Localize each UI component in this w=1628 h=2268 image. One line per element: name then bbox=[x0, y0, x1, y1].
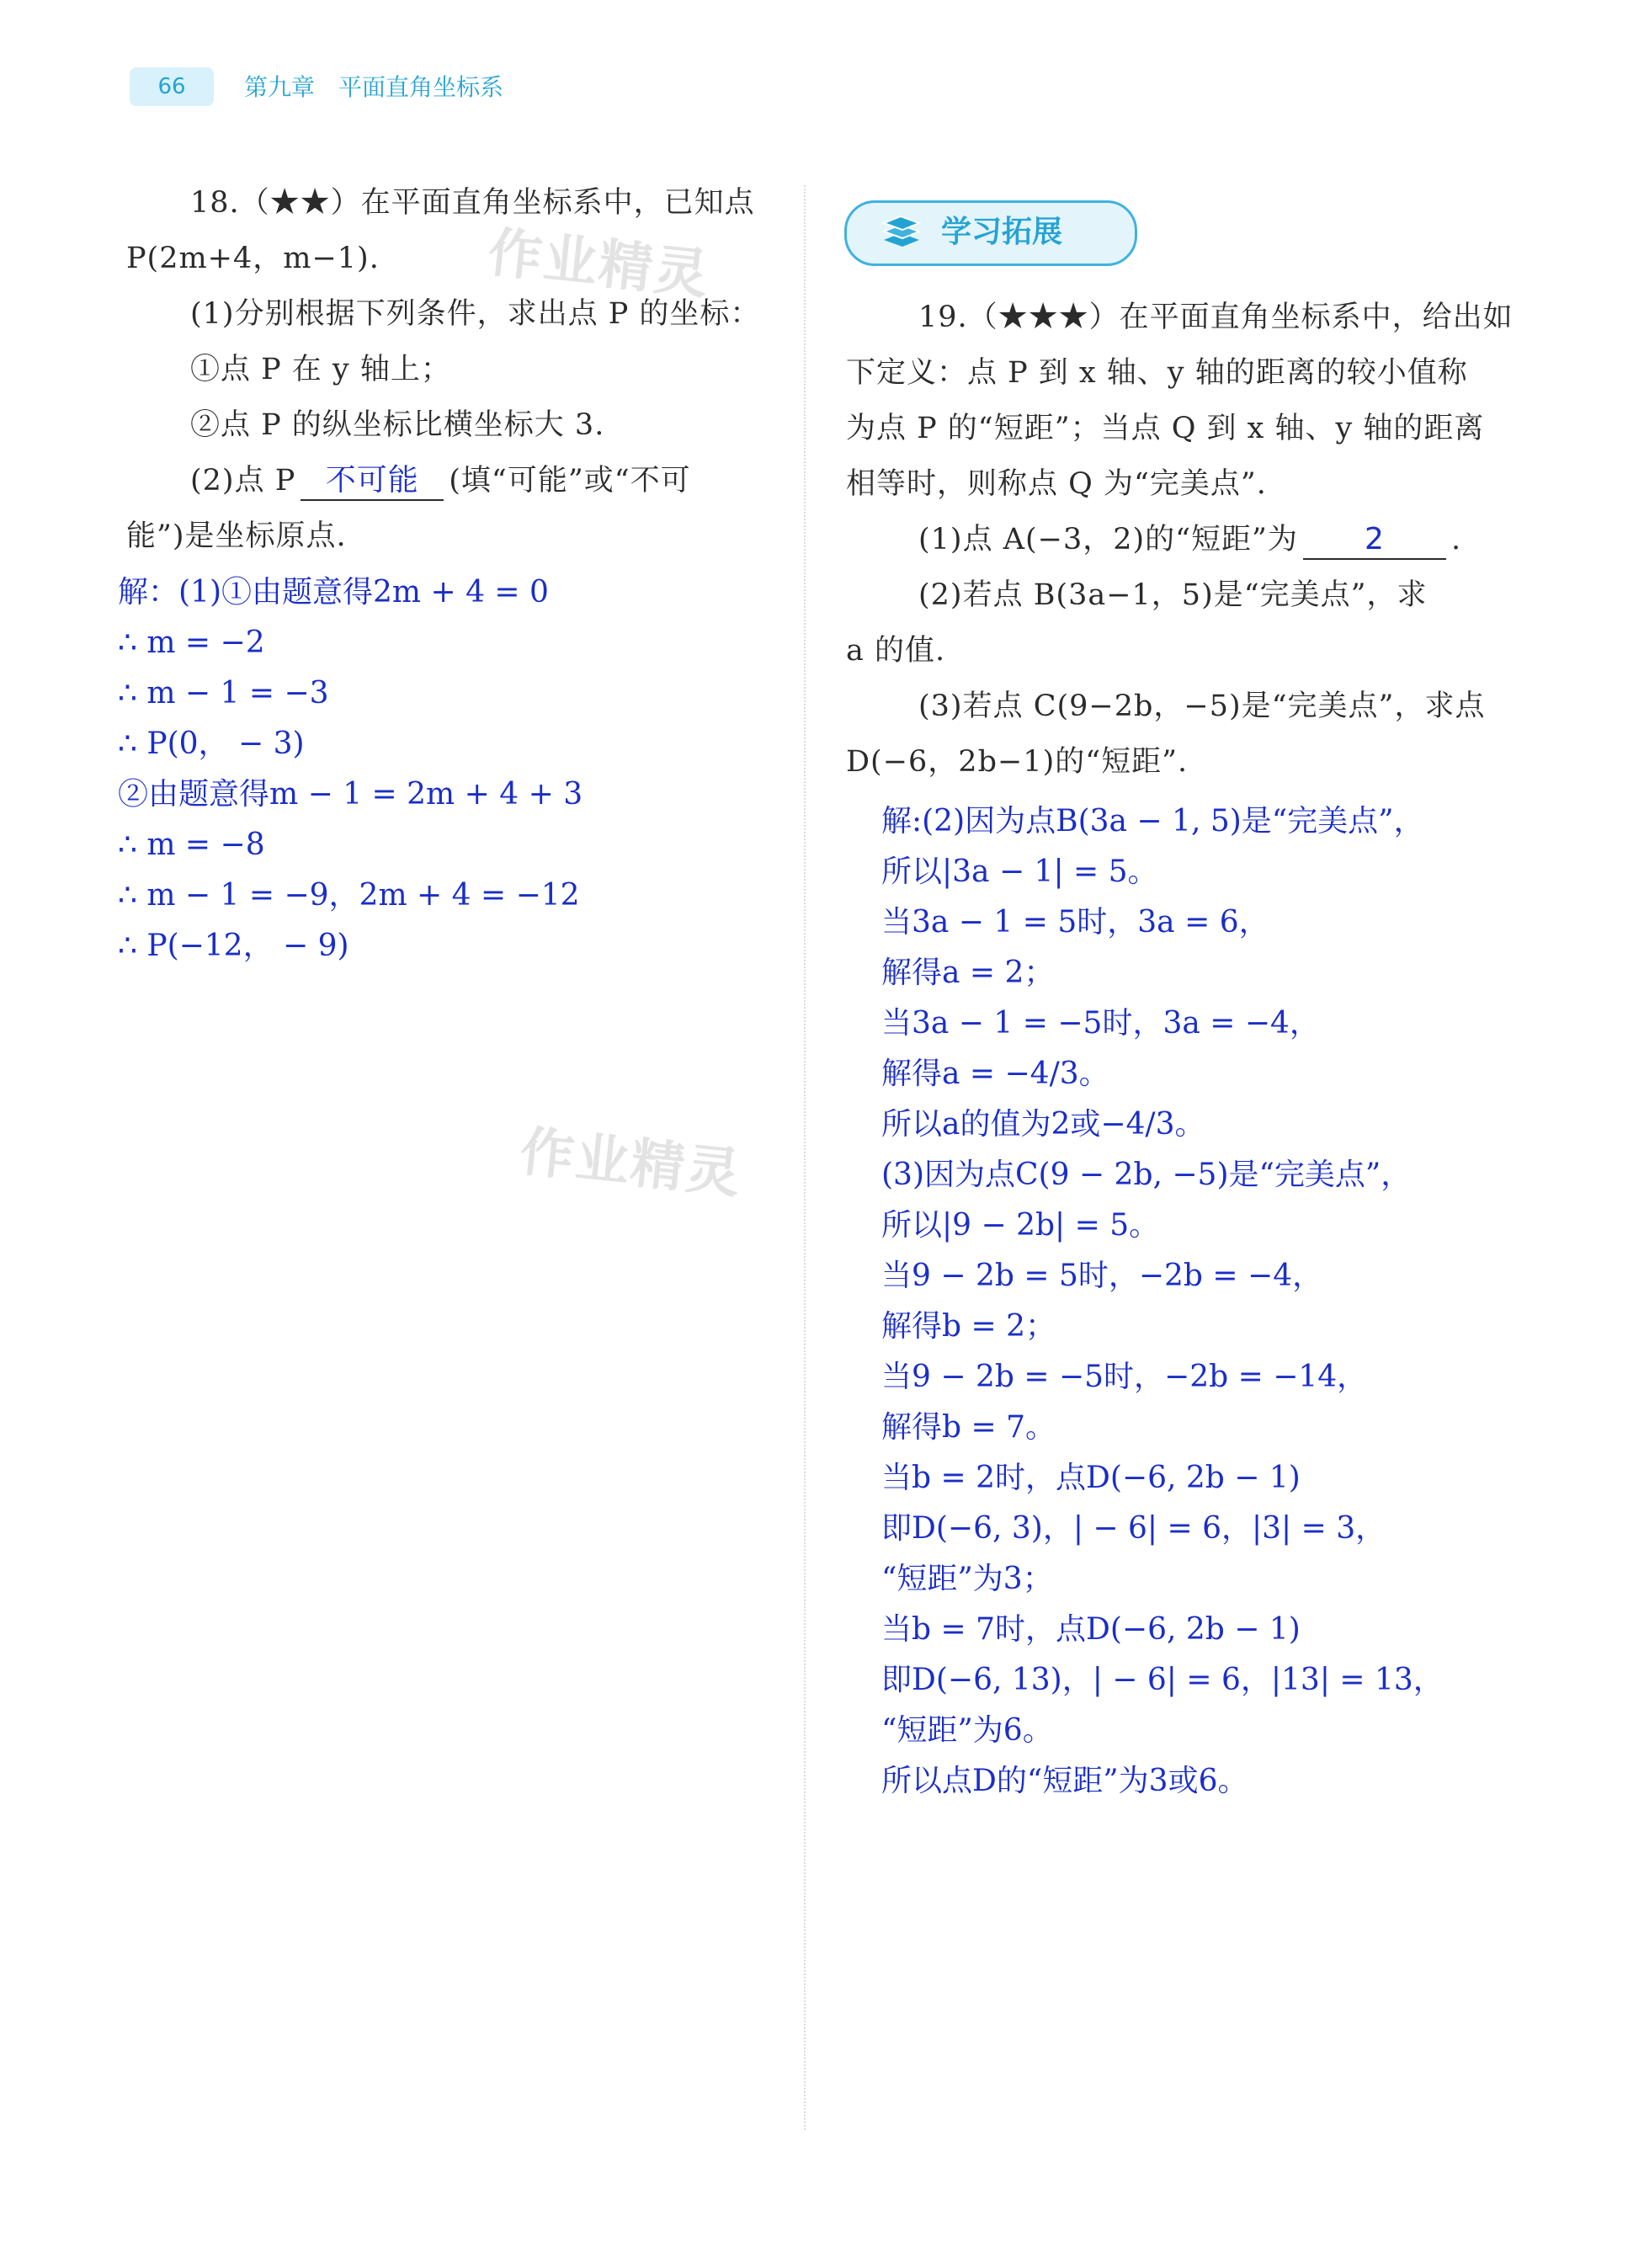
question-19 bbox=[846, 200, 1519, 1807]
solution-line: 即D(−6, 3)，| − 6| = 6，|3| = 3， bbox=[881, 1511, 1386, 1546]
q19-part1-prefix: (1)点 A(−3，2)的“短距”为 bbox=[918, 523, 1298, 556]
q18-line: (1)分别根据下列条件，求出点 P 的坐标： bbox=[190, 297, 761, 331]
q19-line: 19.（★★★）在平面直角坐标系中，给出如 bbox=[918, 301, 1514, 334]
stacked-books-icon bbox=[881, 215, 923, 252]
solution-line: 当3a − 1 = 5时，3a = 6， bbox=[881, 905, 1269, 940]
solution-line: 即D(−6, 13)，| − 6| = 6，|13| = 13， bbox=[881, 1663, 1444, 1697]
solution-line: ∴ m − 1 = −3 bbox=[118, 676, 329, 711]
solution-line: 当b = 7时，点D(−6, 2b − 1) bbox=[881, 1612, 1301, 1647]
section-title: 学习拓展 bbox=[941, 215, 1063, 249]
solution-line: ∴ m = −2 bbox=[118, 626, 265, 660]
q19-line: a 的值. bbox=[846, 634, 946, 668]
solution-line: ∴ P(0， − 3) bbox=[118, 727, 305, 761]
solution-line: 当3a − 1 = −5时，3a = −4， bbox=[881, 1006, 1320, 1041]
q19-line: 相等时，则称点 Q 为“完美点”. bbox=[846, 467, 1267, 501]
q18-part2 bbox=[118, 453, 791, 508]
solution-line: “短距”为3； bbox=[881, 1562, 1053, 1596]
question-18 bbox=[118, 175, 791, 972]
q19-line: 为点 P 的“短距”；当点 Q 到 x 轴、y 轴的距离 bbox=[846, 412, 1485, 445]
solution-line: 解得b = 7。 bbox=[881, 1410, 1056, 1445]
solution-line: 解得b = 2； bbox=[881, 1309, 1056, 1344]
solution-line: 所以|3a − 1| = 5。 bbox=[881, 854, 1158, 889]
solution-line: ②由题意得m − 1 = 2m + 4 + 3 bbox=[118, 777, 583, 812]
solution-line: 当9 − 2b = −5时，−2b = −14， bbox=[881, 1360, 1368, 1394]
section-banner bbox=[844, 200, 1137, 266]
column-divider bbox=[804, 185, 806, 2130]
q19-line: D(−6，2b−1)的“短距”. bbox=[846, 745, 1189, 779]
q19-line: (3)若点 C(9−2b，−5)是“完美点”，求点 bbox=[918, 689, 1486, 723]
solution-line: ∴ P(−12， − 9) bbox=[118, 929, 349, 963]
q18-line: ②点 P 的纵坐标比横坐标大 3. bbox=[190, 408, 605, 442]
q19-line: 下定义：点 P 到 x 轴、y 轴的距离的较小值称 bbox=[846, 356, 1468, 390]
watermark: 作业精灵 bbox=[517, 1121, 745, 1206]
solution-line: 解得a = 2； bbox=[881, 956, 1055, 990]
q19-part1-suffix: . bbox=[1450, 523, 1462, 556]
solution-line: 解:(2)因为点B(3a − 1, 5)是“完美点”， bbox=[881, 804, 1424, 839]
solution-line: “短距”为6。 bbox=[881, 1713, 1053, 1748]
solution-line: 所以点D的“短距”为3或6。 bbox=[881, 1764, 1248, 1798]
solution-line: 当9 − 2b = 5时，−2b = −4， bbox=[881, 1259, 1323, 1293]
q19-line: (2)若点 B(3a−1，5)是“完美点”，求 bbox=[918, 578, 1428, 612]
q18-line: ①点 P 在 y 轴上； bbox=[190, 353, 451, 386]
page-number: 66 bbox=[130, 67, 214, 106]
solution-line: 解：(1)①由题意得2m + 4 = 0 bbox=[118, 575, 549, 610]
page-header bbox=[126, 67, 1557, 109]
solution-line: 所以a的值为2或−4/3。 bbox=[881, 1107, 1205, 1142]
solution-line: 所以|9 − 2b| = 5。 bbox=[881, 1208, 1160, 1243]
chapter-title: 第九章 平面直角坐标系 bbox=[244, 73, 504, 101]
solution-line: (3)因为点C(9 − 2b, −5)是“完美点”， bbox=[881, 1158, 1412, 1192]
solution-line: 解得a = −4/3。 bbox=[881, 1057, 1109, 1091]
q18-line: P(2m+4，m−1). bbox=[126, 242, 380, 275]
solution-line: ∴ m − 1 = −9，2m + 4 = −12 bbox=[118, 878, 580, 913]
q18-solution bbox=[118, 567, 791, 972]
solution-line: ∴ m = −8 bbox=[118, 828, 265, 862]
q18-line: 能”)是坐标原点. bbox=[126, 519, 347, 553]
watermark: 作业精灵 bbox=[485, 221, 713, 307]
q18-answer-blank: 不可能 bbox=[301, 462, 444, 501]
q19-answer-blank: 2 bbox=[1303, 521, 1446, 560]
solution-line: 当b = 2时，点D(−6, 2b − 1) bbox=[881, 1461, 1301, 1495]
q19-part1 bbox=[846, 512, 1519, 567]
q18-part2-suffix: (填“可能”或“不可 bbox=[449, 464, 691, 498]
q18-line: 18.（★★）在平面直角坐标系中，已知点 bbox=[190, 186, 755, 220]
q18-part2-prefix: (2)点 P bbox=[190, 464, 296, 498]
q19-solution bbox=[846, 796, 1519, 1807]
